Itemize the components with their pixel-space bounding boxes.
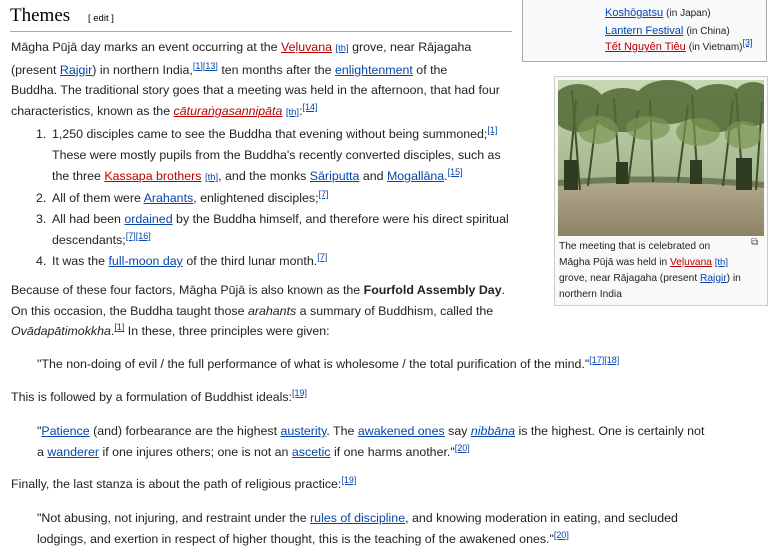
quote-text: "Not abusing, not injuring, and restraint under the — [37, 511, 307, 525]
text: All of them were — [52, 191, 141, 205]
text: Finally, the last stanza is about the path of religious practice: — [11, 477, 342, 491]
list-number: 4. — [36, 254, 47, 268]
th-link[interactable]: [th] — [204, 172, 219, 183]
list-number: 3. — [36, 212, 47, 226]
ref-link[interactable]: [17] — [589, 354, 605, 365]
text: All had been — [52, 212, 121, 226]
quote-text: lodgings, and exertion in respect of higher thought, this is the teaching of the awakened ones." — [37, 532, 554, 546]
text: grove, near Rājagaha — [352, 40, 472, 54]
th-link[interactable]: [th] — [714, 257, 728, 268]
enlarge-icon[interactable]: ⧉ — [751, 237, 759, 248]
text: (present — [11, 62, 57, 77]
quote-second-stanza: "Patience (and) forbearance are the highest austerity. The awakened ones say nibbāna is the highest. One is certainly not a wanderer if one injures others; one is not an ascetic if one harms another."[20] — [37, 424, 705, 459]
ref-link[interactable]: [1] — [487, 124, 498, 135]
infobox-note: (in Japan) — [666, 8, 711, 19]
text: of the — [416, 62, 448, 77]
tet-nguyen-tieu-link[interactable]: Tết Nguyên Tiêu — [605, 41, 686, 53]
ascetic-link[interactable]: ascetic — [291, 445, 331, 459]
edit-section-link[interactable] — [88, 13, 114, 24]
caption-text: The meeting that is celebrated on — [559, 241, 711, 252]
text: Buddha. The traditional story goes that a meeting was held in the afternoon, that had four — [11, 83, 500, 98]
ref-3-link[interactable]: [3] — [742, 37, 753, 48]
veluvana-link[interactable]: Veḷuvana — [281, 40, 332, 54]
text: and — [362, 169, 384, 183]
quote-text: . The — [326, 424, 355, 438]
ideals-paragraph — [11, 387, 307, 408]
ref-link[interactable]: [7] — [125, 230, 136, 241]
ref-link[interactable]: [19] — [341, 474, 357, 485]
quote-text: if one injures others; one is not an — [102, 445, 289, 459]
text: These were mostly pupils from the Buddha's recently converted disciples, such as — [52, 148, 501, 162]
sariputta-link[interactable]: Sāriputta — [309, 169, 360, 183]
text: descendants; — [52, 233, 126, 247]
rajgir-link[interactable]: Rajgir — [700, 273, 727, 284]
section-heading — [10, 4, 512, 32]
arahants-link[interactable]: Arahants — [143, 191, 194, 205]
text: In these, three principles were given: — [127, 324, 330, 339]
caption-text: grove, near Rājagaha (present — [559, 273, 698, 284]
rajgir-link[interactable]: Rajgir — [59, 62, 93, 77]
ref-link[interactable]: [20] — [553, 529, 569, 540]
quote-text: is the highest. One is certainly not — [518, 424, 705, 438]
mogallana-link[interactable]: Mogallāna — [386, 169, 445, 183]
ref-link[interactable]: [7] — [318, 188, 329, 199]
practice-paragraph — [11, 474, 356, 495]
text: It was the — [52, 254, 106, 268]
quote-first-stanza — [37, 354, 619, 375]
ref-link[interactable]: [18] — [604, 354, 620, 365]
ref-link[interactable]: [19] — [292, 387, 308, 398]
list-number: 2. — [36, 191, 47, 205]
awakened-ones-link[interactable]: awakened ones — [357, 424, 445, 438]
text: ) in northern India, — [92, 62, 193, 77]
text: 1,250 disciples came to see the Buddha that evening without being summoned; — [52, 127, 488, 141]
th-link[interactable]: [th] — [285, 107, 300, 119]
list-item — [38, 209, 546, 251]
infobox-note: (in China) — [686, 26, 730, 37]
ref-link[interactable]: [20] — [454, 442, 470, 453]
text: On this occasion, the Buddha taught those — [11, 303, 245, 318]
quote-text: if one harms another." — [333, 445, 455, 459]
infobox-tail — [522, 0, 767, 62]
wanderer-link[interactable]: wanderer — [47, 445, 100, 459]
patience-link[interactable]: Patience — [41, 424, 90, 438]
text: the three — [52, 169, 101, 183]
infobox-row-koshogatsu — [605, 7, 711, 19]
text: a summary of Buddhism, called the — [299, 303, 494, 318]
list-number: 1. — [36, 127, 47, 141]
list-item — [38, 188, 546, 209]
text: of the third lunar month. — [186, 254, 318, 268]
caption-text: Māgha Pūjā was held in — [559, 257, 668, 268]
text: ten months after the — [221, 62, 332, 77]
text: This is followed by a formulation of Buddhist ideals: — [11, 390, 292, 404]
italic-term: arahants — [247, 303, 297, 318]
th-link[interactable]: [th] — [335, 43, 349, 54]
text: , enlightened disciples; — [193, 191, 319, 205]
quote-text: , and knowing moderation in eating, and secluded — [405, 511, 678, 525]
austerity-link[interactable]: austerity — [280, 424, 327, 438]
enlightenment-link[interactable]: enlightenment — [335, 62, 413, 77]
bamboo-grove-image[interactable] — [558, 80, 764, 236]
text: by the Buddha himself, and therefore were his direct spiritual — [176, 212, 509, 226]
quote-text: a — [37, 445, 44, 459]
full-moon-day-link[interactable]: full-moon day — [108, 254, 183, 268]
list-item: 1. 1,250 disciples came to see the Buddha that evening without being summoned;[1] These were mostly pupils from the Buddha's recently converted disciples, such as the three Kassapa brothers [th], and the monks Sāriputta and Mogallāna.[15] — [36, 124, 501, 183]
quote-text: "The non-doing of evil / the full performance of what is wholesome / the total purification of the mind." — [37, 357, 590, 371]
quote-text: (and) forbearance are the highest — [93, 424, 278, 438]
ref-link[interactable]: [15] — [447, 166, 463, 177]
ref-link[interactable]: [14] — [302, 101, 318, 112]
ref-link[interactable]: [7] — [317, 251, 328, 262]
nibbana-link[interactable]: nibbāna — [470, 424, 515, 438]
caption-text: ) in — [726, 273, 741, 284]
caturangasannipata-link[interactable]: cāturaṅgasannipāta — [173, 104, 283, 119]
section-title: Themes — [10, 5, 71, 26]
infobox-row-lantern — [605, 25, 730, 37]
quote-third-stanza — [37, 508, 767, 550]
text: , and the monks — [218, 169, 307, 183]
infobox-row-tet — [605, 37, 753, 53]
kassapa-brothers-link[interactable]: Kassapa brothers — [104, 169, 202, 183]
infobox-note: (in Vietnam) — [688, 42, 743, 53]
ref-link[interactable]: [1] — [114, 322, 125, 333]
italic-term: Ovādapātimokkha — [11, 324, 111, 339]
lantern-festival-link[interactable]: Lantern Festival — [605, 25, 684, 37]
text: Because of these four factors, Māgha Pūjā is also known as the — [11, 283, 361, 297]
quote-text: say — [448, 424, 468, 438]
ref-link[interactable]: [1] — [192, 60, 203, 71]
list-item — [38, 251, 546, 272]
rules-of-discipline-link[interactable]: rules of discipline — [310, 511, 406, 525]
ref-link[interactable]: [16] — [135, 230, 151, 241]
fourfold-paragraph: Because of these four factors, Māgha Pūjā is also known as the Fourfold Assembly Day. On this occasion, the Buddha taught those arahants a summary of Buddhism, called the Ovādapātimokkha.[1] In these, three principles were given: — [11, 283, 506, 339]
koshogatsu-link[interactable]: Koshōgatsu — [605, 7, 664, 19]
text: characteristics, known as the — [11, 104, 171, 119]
image-caption — [559, 239, 759, 303]
image-thumbnail — [554, 76, 768, 306]
edit-text: [ edit ] — [88, 13, 114, 24]
caption-text: northern India — [559, 289, 622, 300]
ordained-link[interactable]: ordained — [124, 212, 173, 226]
four-factors-list — [38, 124, 546, 272]
intro-paragraph: Māgha Pūjā day marks an event occurring at the Veḷuvana [th] grove, near Rājagaha (present Rajgir) in northern India,[1][13] ten months after the enlightenment of the Buddha. The traditional story goes that a meeting was held in the afternoon, that had four characteristics, known as the cāturaṅgasannipāta [th]:[14] — [11, 40, 500, 119]
bold-term: Fourfold Assembly Day — [363, 283, 502, 297]
text: Māgha Pūjā day marks an event occurring at the — [11, 40, 278, 54]
veluvana-link[interactable]: Veḷuvana — [670, 257, 712, 268]
ref-link[interactable]: [13] — [202, 60, 218, 71]
